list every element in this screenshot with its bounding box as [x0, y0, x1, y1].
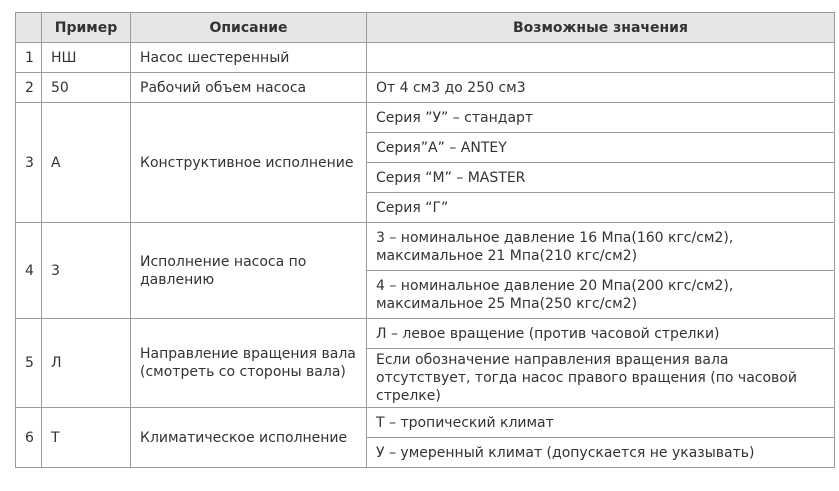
- header-description: Описание: [131, 13, 367, 43]
- header-num: [16, 13, 42, 43]
- row-example: 3: [42, 223, 131, 319]
- row-example: НШ: [42, 43, 131, 73]
- row-description: Климатическое исполнение: [131, 408, 367, 468]
- row-number: 5: [16, 319, 42, 408]
- row-value: От 4 см3 до 250 см3: [367, 73, 835, 103]
- row-example: А: [42, 103, 131, 223]
- row-number: 6: [16, 408, 42, 468]
- table-row: [16, 103, 835, 133]
- row-value: Серия ”У” – стандарт: [367, 103, 835, 133]
- row-example: Л: [42, 319, 131, 408]
- specification-table: [15, 12, 835, 468]
- row-description: Исполнение насоса по давлению: [131, 223, 367, 319]
- row-example: 50: [42, 73, 131, 103]
- row-value: Если обозначение направления вращения вала отсутствует, тогда насос правого вращения (по часовой стрелке): [367, 349, 835, 408]
- row-value: Серия “М” – MASTER: [367, 163, 835, 193]
- row-value: Серия “Г”: [367, 193, 835, 223]
- row-value: Т – тропический климат: [367, 408, 835, 438]
- row-value: Л – левое вращение (против часовой стрелки): [367, 319, 835, 349]
- table-row: [16, 73, 835, 103]
- row-number: 4: [16, 223, 42, 319]
- row-value: Серия”А” – ANTEY: [367, 133, 835, 163]
- header-example: Пример: [42, 13, 131, 43]
- row-description: Направление вращения вала (смотреть со стороны вала): [131, 319, 367, 408]
- header-values: Возможные значения: [367, 13, 835, 43]
- row-number: 2: [16, 73, 42, 103]
- row-number: 1: [16, 43, 42, 73]
- header-row: [16, 13, 835, 43]
- row-value: 3 – номинальное давление 16 Мпа(160 кгс/см2), максимальное 21 Мпа(210 кгс/см2): [367, 223, 835, 271]
- row-number: 3: [16, 103, 42, 223]
- row-value: У – умеренный климат (допускается не указывать): [367, 438, 835, 468]
- row-example: Т: [42, 408, 131, 468]
- row-value: 4 – номинальное давление 20 Мпа(200 кгс/см2), максимальное 25 Мпа(250 кгс/см2): [367, 271, 835, 319]
- row-description: Насос шестеренный: [131, 43, 367, 73]
- row-description: Рабочий объем насоса: [131, 73, 367, 103]
- row-value: [367, 43, 835, 73]
- table-row: [16, 43, 835, 73]
- table-row: [16, 408, 835, 438]
- table-row: [16, 319, 835, 349]
- table-row: [16, 223, 835, 271]
- row-description: Конструктивное исполнение: [131, 103, 367, 223]
